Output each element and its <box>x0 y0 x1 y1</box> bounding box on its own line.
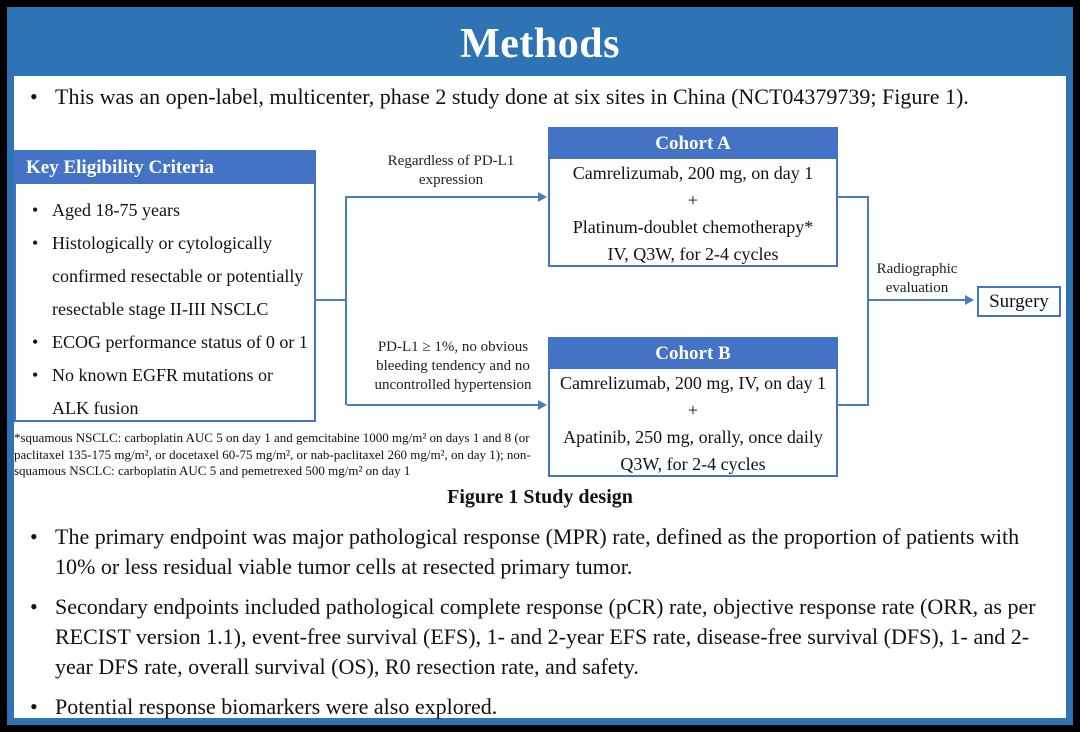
connector-stub-cohort-a <box>836 196 869 198</box>
bullet-secondary-endpoints: • Secondary endpoints included pathological complete response (pCR) rate, objective response rate (ORR, as per RECIST version 1.1), event-free survival (EFS), 1- and 2-year EFS rate, disease-free survival (DFS), 1- and 2-year DFS rate, overall survival (OS), R0 resection rate, and safety. <box>22 592 1058 682</box>
page-title: Methods <box>460 21 620 67</box>
eligibility-box <box>14 150 316 422</box>
connector-stub-left <box>314 299 346 301</box>
eligibility-item: • No known EGFR mutations or ALK fusion <box>30 359 310 425</box>
chemotherapy-footnote: *squamous NSCLC: carboplatin AUC 5 on day 1 and gemcitabine 1000 mg/m² on days 1 and 8 (or paclitaxel 135-175 mg/m², or docetaxel 60-75 mg/m², or nab-paclitaxel 260 mg/m², on day 1); non-squamous NSCLC: carboplatin AUC 5 and pemetrexed 500 mg/m² on day 1 <box>14 430 531 478</box>
intro-bullet: • This was an open-label, multicenter, phase 2 study done at six sites in China (NCT04379739; Figure 1). <box>22 82 1080 112</box>
connector-surgery-line <box>867 299 966 301</box>
cohort-a-line: Camrelizumab, 200 mg, on day 1 <box>572 163 814 183</box>
cohort-b-line: Apatinib, 250 mg, orally, once daily <box>563 427 823 447</box>
cohort-b-line: Q3W, for 2-4 cycles <box>620 454 766 474</box>
slide <box>7 7 1073 725</box>
eligibility-list <box>16 194 314 425</box>
cohort-b-line: + <box>687 400 699 420</box>
cohort-a-body <box>550 159 836 268</box>
connector-stub-cohort-b <box>836 404 869 406</box>
figure-caption: Figure 1 Study design <box>447 486 633 508</box>
bullet-biomarkers: • Potential response biomarkers were also explored. <box>22 692 1058 722</box>
surgery-box: Surgery <box>977 286 1061 317</box>
bullet-primary-endpoint: • The primary endpoint was major pathological response (MPR) rate, defined as the proportion of patients with 10% or less residual viable tumor cells at resected primary tumor. <box>22 522 1058 582</box>
cohort-a-line: + <box>687 190 699 210</box>
title-banner <box>14 14 1066 76</box>
eligibility-header: Key Eligibility Criteria <box>16 152 314 184</box>
eligibility-item: • ECOG performance status of 0 or 1 <box>30 326 310 359</box>
endpoint-bullets <box>22 522 1058 722</box>
cohort-b-body <box>550 369 836 478</box>
arrowhead-to-cohort-b <box>538 400 547 410</box>
cohort-b-box <box>548 337 838 477</box>
arrow-label-bottom: PD-L1 ≥ 1%, no obvious bleeding tendency and no uncontrolled hypertension <box>374 339 532 393</box>
cohort-b-header: Cohort B <box>550 339 836 369</box>
cohort-b-line: Camrelizumab, 200 mg, IV, on day 1 <box>559 373 827 393</box>
cohort-a-line: Platinum-doublet chemotherapy* <box>572 217 814 237</box>
connector-top-line <box>347 196 539 198</box>
eligibility-item: • Aged 18-75 years <box>30 194 310 227</box>
eligibility-item: • Histologically or cytologically confirmed resectable or potentially resectable stage II-III NSCLC <box>30 227 310 326</box>
cohort-a-line: IV, Q3W, for 2-4 cycles <box>607 244 779 264</box>
cohort-a-box <box>548 127 838 267</box>
arrowhead-to-cohort-a <box>538 192 547 202</box>
cohort-a-header: Cohort A <box>550 129 836 159</box>
connector-bottom-line <box>347 404 539 406</box>
arrow-label-right: Radiographic evaluation <box>876 261 958 296</box>
arrow-label-top: Regardless of PD-L1 expression <box>387 153 515 188</box>
connector-vertical-left <box>345 196 347 405</box>
